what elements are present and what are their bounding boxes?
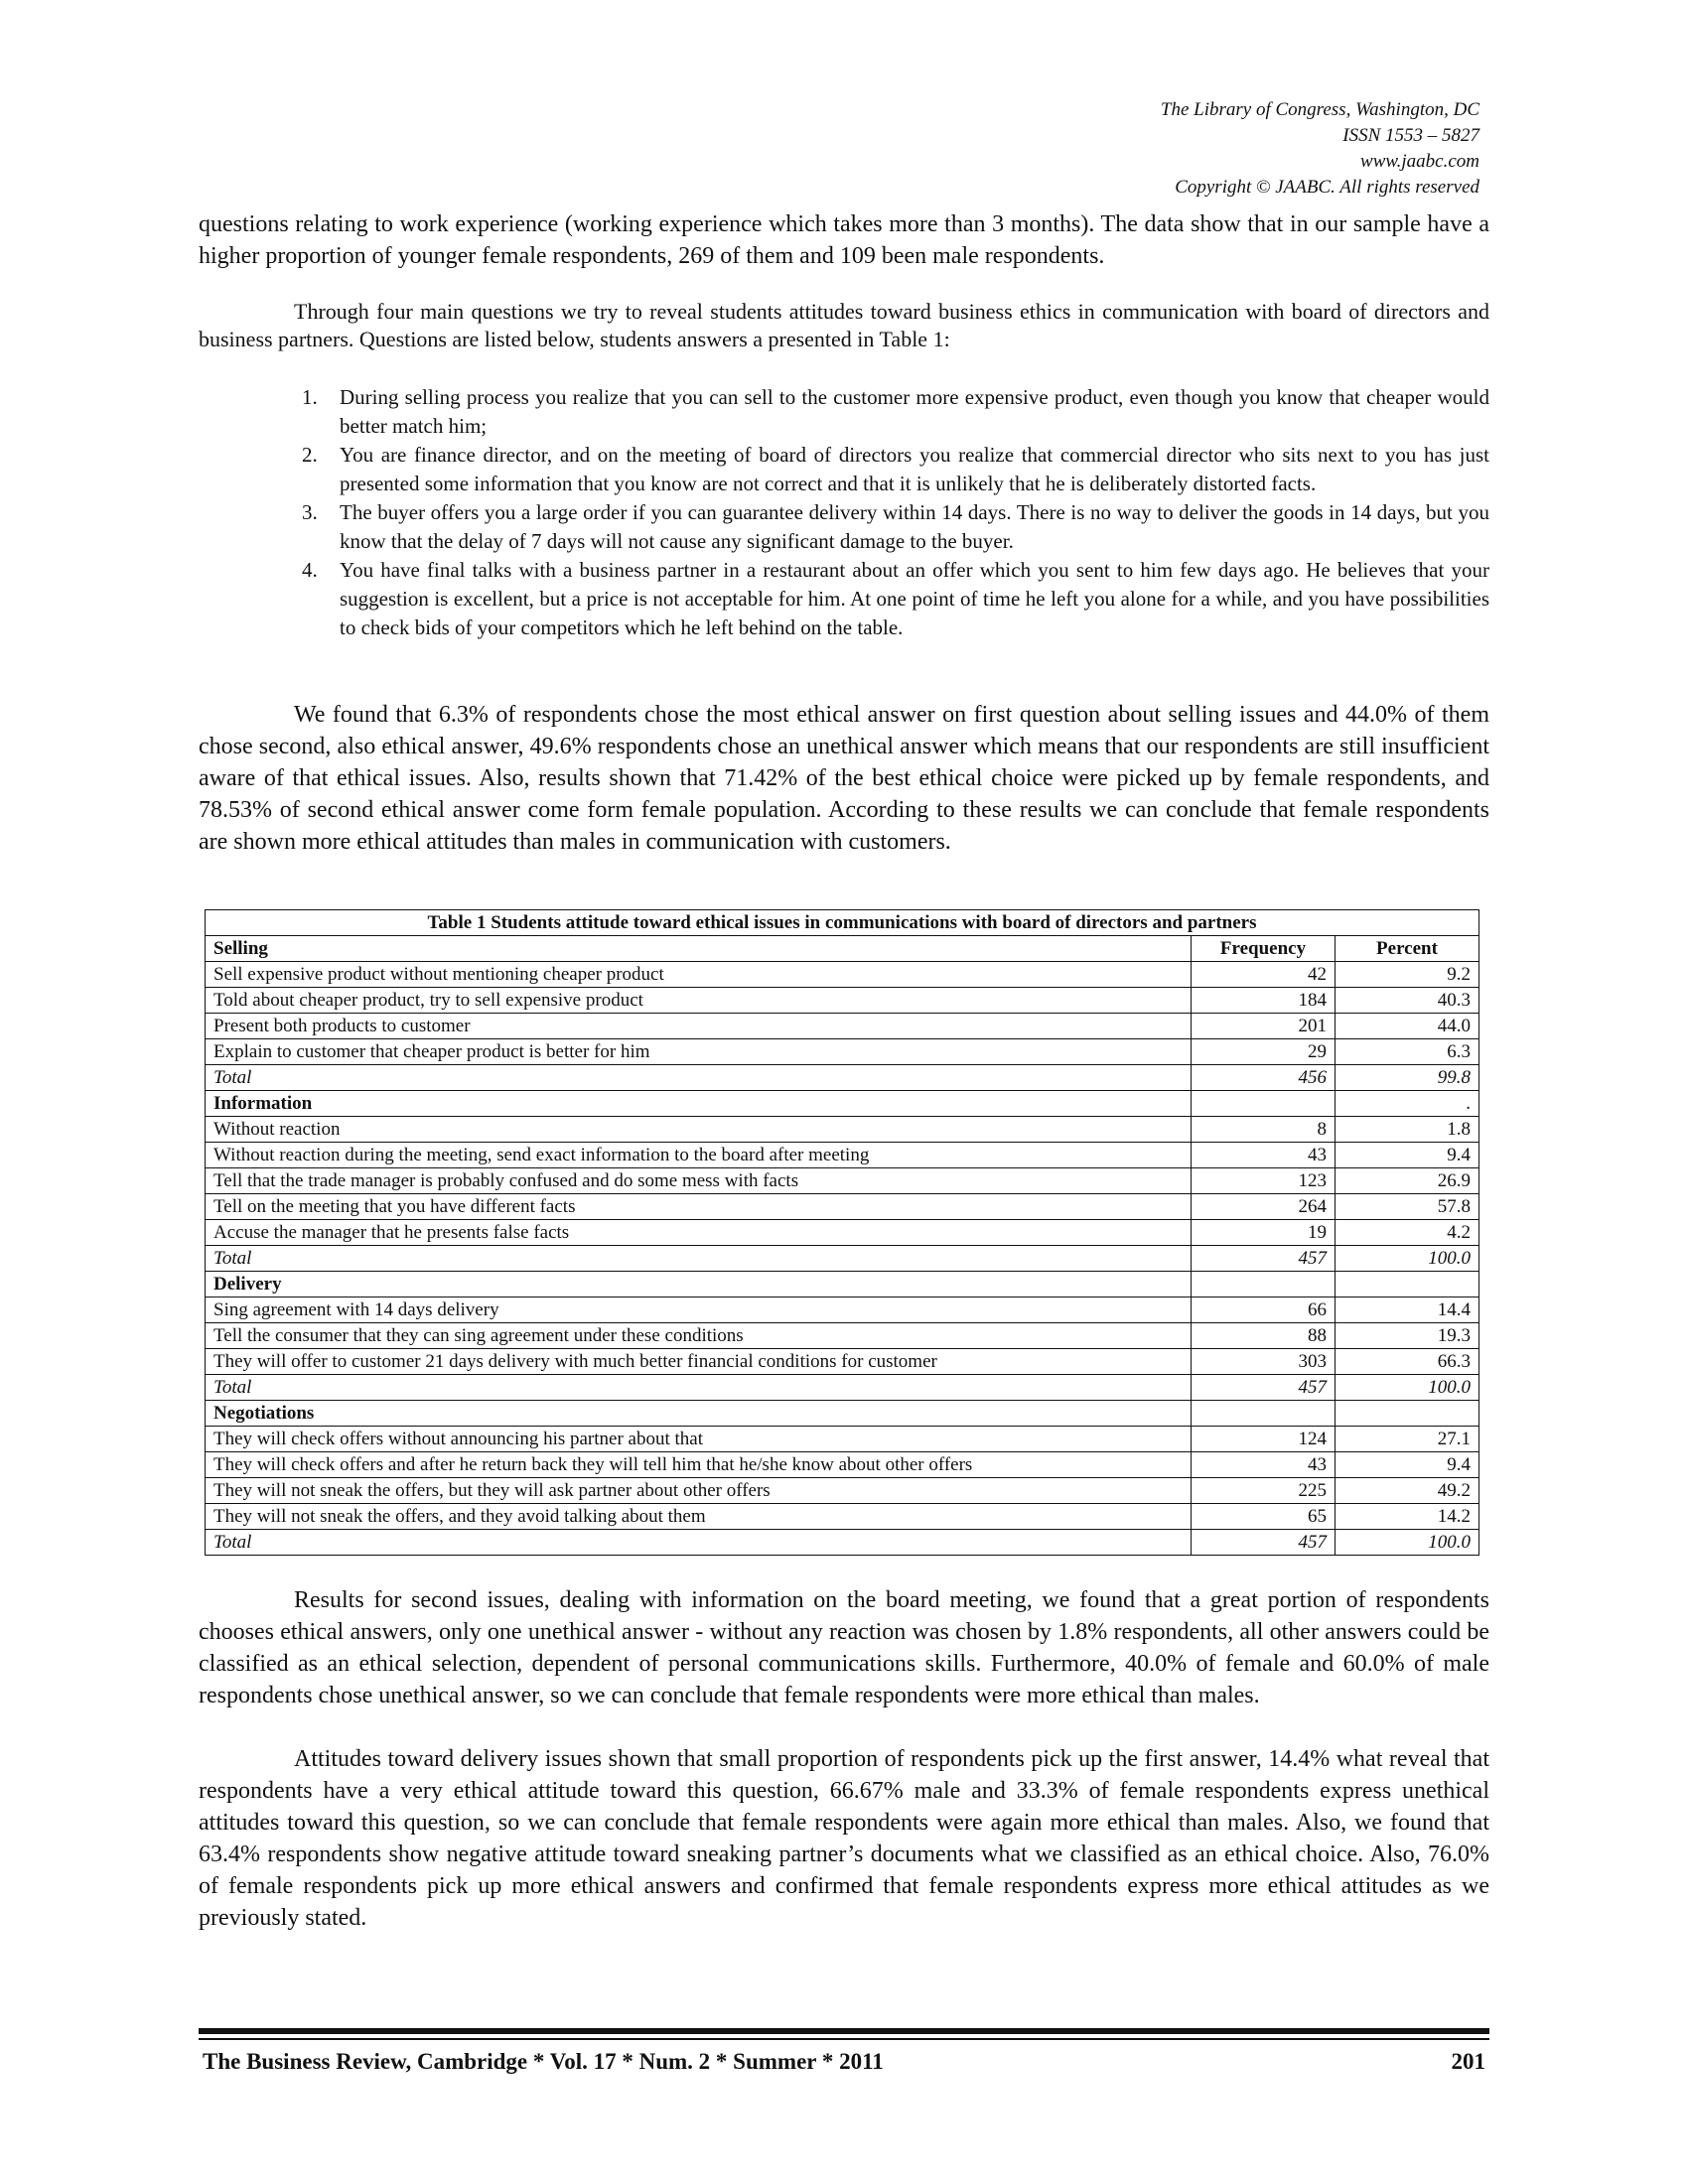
header-line-issn: ISSN 1553 – 5827 (1342, 125, 1479, 146)
row-frequency: 42 (1192, 962, 1336, 988)
paragraph-information-results (199, 1584, 1489, 1711)
question-list (199, 383, 1489, 642)
paragraph-1: questions relating to work experience (working experience which takes more than 3 months). The data show that in our sample have a higher proportion of younger female respondents, 269 of them and 109 been male respondents. (199, 211, 1489, 269)
row-percent: 9.4 (1336, 1452, 1479, 1478)
row-percent: 19.3 (1336, 1323, 1479, 1349)
row-label: Tell on the meeting that you have different facts (206, 1194, 1192, 1220)
row-percent: 66.3 (1336, 1349, 1479, 1375)
paragraph-4: Results for second issues, dealing with information on the board meeting, we found that a great portion of respondents chooses ethical answers, only one unethical answer - without any reaction was chosen by 1.8% respondents, all other answers could be classified as an ethical selection, dependent of personal communications skills. Furthermore, 40.0% of female and 60.0% of male respondents chose unethical answer, so we can conclude that female respondents were more ethical than males. (199, 1587, 1489, 1708)
question-number: 3. (302, 500, 318, 524)
table-caption: Table 1 Students attitude toward ethical issues in communications with board of directors and partners (206, 910, 1479, 936)
section-percent-cell: . (1336, 1091, 1479, 1117)
total-percent: 100.0 (1336, 1375, 1479, 1401)
row-label: Sing agreement with 14 days delivery (206, 1297, 1192, 1323)
table-row (206, 962, 1479, 988)
footer-rule-thin (199, 2038, 1489, 2040)
total-percent: 100.0 (1336, 1530, 1479, 1556)
table-row (206, 1478, 1479, 1504)
table-row (206, 1452, 1479, 1478)
row-percent: 1.8 (1336, 1117, 1479, 1143)
section-title: Selling (206, 936, 1192, 962)
table-row (206, 1504, 1479, 1530)
row-frequency: 201 (1192, 1014, 1336, 1039)
table-row (206, 1117, 1479, 1143)
paragraph-3: We found that 6.3% of respondents chose the most ethical answer on first question about selling issues and 44.0% of them chose second, also ethical answer, 49.6% respondents chose an unethical answer which means that our respondents are still insufficient aware of that ethical issues. Also, results shown that 71.42% of the best ethical choice were picked up by female respondents, and 78.53% of second ethical answer come form female population. According to these results we can conclude that female respondents are shown more ethical attitudes than males in communication with customers. (199, 702, 1489, 855)
row-label: Accuse the manager that he presents false facts (206, 1220, 1192, 1246)
total-percent: 99.8 (1336, 1065, 1479, 1091)
table-section-row (206, 936, 1479, 962)
row-label: Tell that the trade manager is probably confused and do some mess with facts (206, 1168, 1192, 1194)
row-frequency: 88 (1192, 1323, 1336, 1349)
row-label: Present both products to customer (206, 1014, 1192, 1039)
table-section-row (206, 1272, 1479, 1297)
question-item (302, 383, 1489, 441)
table-total-row (206, 1530, 1479, 1556)
total-frequency: 456 (1192, 1065, 1336, 1091)
page-number: 201 (1451, 2049, 1485, 2074)
row-label: Sell expensive product without mentioning cheaper product (206, 962, 1192, 988)
section-empty-cell (1192, 1091, 1336, 1117)
total-percent: 100.0 (1336, 1246, 1479, 1272)
row-label: They will check offers without announcing his partner about that (206, 1427, 1192, 1452)
page-footer (203, 2049, 1485, 2075)
row-label: Told about cheaper product, try to sell expensive product (206, 988, 1192, 1014)
paragraph-5: Attitudes toward delivery issues shown that small proportion of respondents pick up the first answer, 14.4% what reveal that respondents have a very ethical attitude toward this question, 66.67% male and 33.3% of female respondents express unethical attitudes toward this question, so we can conclude that female respondents were again more ethical than males. Also, we found that 63.4% respondents show negative attitude toward sneaking partner’s documents what we classified as an ethical choice. Also, 76.0% of female respondents pick up more ethical answers and confirmed that female respondents express more ethical attitudes as we previously stated. (199, 1746, 1489, 1931)
row-percent: 9.4 (1336, 1143, 1479, 1168)
section-empty-cell (1192, 1272, 1336, 1297)
row-percent: 57.8 (1336, 1194, 1479, 1220)
header-line-copyright: Copyright © JAABC. All rights reserved (1175, 177, 1479, 198)
table-row (206, 1143, 1479, 1168)
row-frequency: 19 (1192, 1220, 1336, 1246)
row-frequency: 123 (1192, 1168, 1336, 1194)
table-row (206, 988, 1479, 1014)
row-label: They will check offers and after he return back they will tell him that he/she know about other offers (206, 1452, 1192, 1478)
row-percent: 26.9 (1336, 1168, 1479, 1194)
header-line-library: The Library of Congress, Washington, DC (1160, 99, 1479, 120)
row-label: They will not sneak the offers, and they avoid talking about them (206, 1504, 1192, 1530)
row-frequency: 66 (1192, 1297, 1336, 1323)
table-row (206, 1014, 1479, 1039)
section-empty-cell (1192, 1401, 1336, 1427)
row-frequency: 43 (1192, 1452, 1336, 1478)
table-row (206, 1323, 1479, 1349)
question-text: The buyer offers you a large order if you can guarantee delivery within 14 days. There is no way to deliver the goods in 14 days, but you know that the delay of 7 days will not cause any significant damage to the buyer. (340, 500, 1489, 553)
table-section-row (206, 1401, 1479, 1427)
total-label: Total (206, 1375, 1192, 1401)
total-label: Total (206, 1530, 1192, 1556)
question-list-block (199, 383, 1489, 642)
table-caption-row (206, 910, 1479, 936)
row-label: Tell the consumer that they can sing agreement under these conditions (206, 1323, 1192, 1349)
row-percent: 40.3 (1336, 988, 1479, 1014)
row-percent: 9.2 (1336, 962, 1479, 988)
row-label: Without reaction (206, 1117, 1192, 1143)
row-label: They will not sneak the offers, but they will ask partner about other offers (206, 1478, 1192, 1504)
row-percent: 14.4 (1336, 1297, 1479, 1323)
row-frequency: 65 (1192, 1504, 1336, 1530)
column-header-frequency: Frequency (1192, 936, 1336, 962)
total-label: Total (206, 1246, 1192, 1272)
table-row (206, 1194, 1479, 1220)
row-percent: 14.2 (1336, 1504, 1479, 1530)
question-text: During selling process you realize that you can sell to the customer more expensive product, even though you know that cheaper would better match him; (340, 385, 1489, 438)
table-row (206, 1297, 1479, 1323)
total-frequency: 457 (1192, 1246, 1336, 1272)
table-row (206, 1220, 1479, 1246)
question-text: You have final talks with a business partner in a restaurant about an offer which you sent to him few days ago. He believes that your suggestion is excellent, but a price is not acceptable for him. At one point of time he left you alone for a while, and you have possibilities to check bids of your competitors which he left behind on the table. (340, 558, 1489, 639)
section-percent-cell (1336, 1401, 1479, 1427)
column-header-percent: Percent (1336, 936, 1479, 962)
table-section-row (206, 1091, 1479, 1117)
question-item (302, 498, 1489, 556)
total-frequency: 457 (1192, 1375, 1336, 1401)
section-title: Negotiations (206, 1401, 1192, 1427)
table-row (206, 1349, 1479, 1375)
row-frequency: 43 (1192, 1143, 1336, 1168)
footer-rule (199, 2028, 1489, 2034)
table-row (206, 1427, 1479, 1452)
table-1 (205, 909, 1479, 1556)
total-label: Total (206, 1065, 1192, 1091)
row-percent: 27.1 (1336, 1427, 1479, 1452)
table-total-row (206, 1375, 1479, 1401)
table-row (206, 1168, 1479, 1194)
table-total-row (206, 1065, 1479, 1091)
row-percent: 6.3 (1336, 1039, 1479, 1065)
row-percent: 49.2 (1336, 1478, 1479, 1504)
row-frequency: 264 (1192, 1194, 1336, 1220)
question-number: 2. (302, 443, 318, 467)
row-label: Without reaction during the meeting, send exact information to the board after meeting (206, 1143, 1192, 1168)
row-label: They will offer to customer 21 days delivery with much better financial conditions for customer (206, 1349, 1192, 1375)
question-text: You are finance director, and on the meeting of board of directors you realize that commercial director who sits next to you has just presented some information that you know are not correct and that it is unlikely that he is deliberately distorted facts. (340, 443, 1489, 495)
section-title: Information (206, 1091, 1192, 1117)
question-item (302, 441, 1489, 498)
table-row (206, 1039, 1479, 1065)
row-frequency: 29 (1192, 1039, 1336, 1065)
question-number: 4. (302, 558, 318, 582)
row-percent: 4.2 (1336, 1220, 1479, 1246)
question-item (302, 556, 1489, 642)
row-frequency: 8 (1192, 1117, 1336, 1143)
row-frequency: 184 (1192, 988, 1336, 1014)
row-percent: 44.0 (1336, 1014, 1479, 1039)
paragraph-2: Through four main questions we try to reveal students attitudes toward business ethics in communication with board of directors and business partners. Questions are listed below, students answers a presented in Table 1: (199, 299, 1489, 351)
row-label: Explain to customer that cheaper product is better for him (206, 1039, 1192, 1065)
row-frequency: 303 (1192, 1349, 1336, 1375)
paragraph-selling-results (199, 699, 1489, 858)
header-line-website: www.jaabc.com (1360, 151, 1479, 172)
journal-header (1161, 97, 1479, 201)
paragraph-intro-questions (199, 298, 1489, 353)
row-frequency: 124 (1192, 1427, 1336, 1452)
footer-journal: The Business Review, Cambridge * Vol. 17 * Num. 2 * Summer * 2011 (203, 2049, 884, 2074)
row-frequency: 225 (1192, 1478, 1336, 1504)
paragraph-work-experience (199, 208, 1489, 272)
paragraph-delivery-results (199, 1743, 1489, 1934)
question-number: 1. (302, 385, 318, 409)
total-frequency: 457 (1192, 1530, 1336, 1556)
section-title: Delivery (206, 1272, 1192, 1297)
section-percent-cell (1336, 1272, 1479, 1297)
table-total-row (206, 1246, 1479, 1272)
